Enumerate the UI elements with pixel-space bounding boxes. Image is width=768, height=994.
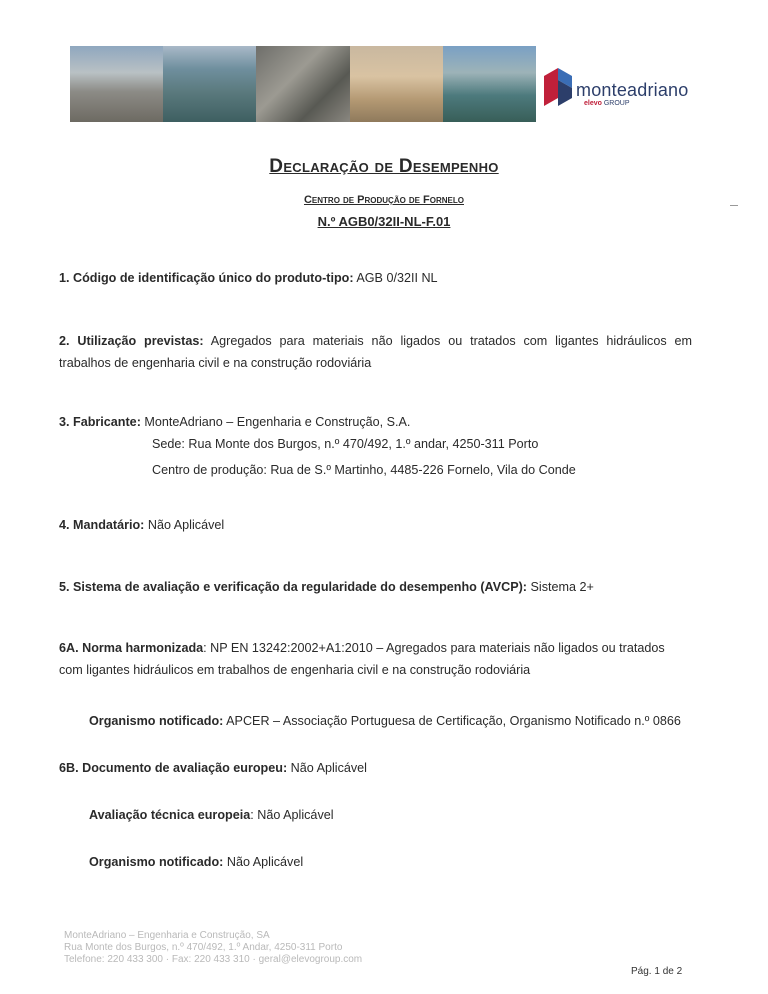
footer-contacts: Telefone: 220 433 300 · Fax: 220 433 310 · geral@elevogroup.com xyxy=(64,954,363,965)
logo-group-tag: elevo GROUP xyxy=(584,100,630,107)
production-center-title: Centro de Produção de Fornelo xyxy=(303,194,464,206)
section-6b-value: Não Aplicável xyxy=(290,761,367,775)
section-1-value: AGB 0/32II NL xyxy=(356,271,438,285)
section-6a-notified-body xyxy=(89,710,681,732)
section-5-value: Sistema 2+ xyxy=(530,580,594,594)
section-4 xyxy=(59,514,224,536)
section-4-value: Não Aplicável xyxy=(147,518,225,532)
sand-pile-photo xyxy=(350,46,443,122)
section-2-value-line-1: Agregados para materiais não ligados ou tratados com ligantes hidráulicos em xyxy=(210,334,693,348)
section-6a-value-line-2: com ligantes hidráulicos em trabalhos de engenharia civil e na construção rodoviária xyxy=(59,663,531,677)
section-6b-notified-body-value: Não Aplicável xyxy=(226,855,304,869)
quarry-lake-photo xyxy=(163,46,256,122)
section-6a-notified-body-label: Organismo notificado: xyxy=(89,714,224,728)
section-6a-notified-body-value: APCER – Associação Portuguesa de Certificação, Organismo Notificado n.º 0866 xyxy=(226,714,681,728)
footer-address: Rua Monte dos Burgos, n.º 470/492, 1.º Andar, 4250-311 Porto xyxy=(64,942,343,953)
section-3 xyxy=(59,411,410,433)
quarry-photo-1 xyxy=(70,46,163,122)
quarry-photo-2 xyxy=(443,46,536,122)
section-1 xyxy=(59,267,438,289)
manufacturer-headquarters: Sede: Rua Monte dos Burgos, n.º 470/492, 1.º andar, 4250-311 Porto xyxy=(152,437,539,451)
section-6b-technical-assessment xyxy=(89,804,334,826)
section-6b xyxy=(59,757,367,779)
footer-company-name: MonteAdriano – Engenharia e Construção, SA xyxy=(64,930,270,941)
page-number: Pág. 1 de 2 xyxy=(631,966,683,977)
section-2-value-line-2: trabalhos de engenharia civil e na construção rodoviária xyxy=(59,356,372,370)
header-photo-banner xyxy=(70,46,536,122)
manufacturer-production-center: Centro de produção: Rua de S.º Martinho, 4485-226 Fornelo, Vila do Conde xyxy=(152,463,576,477)
company-logo xyxy=(540,58,700,118)
section-5-label: 5. Sistema de avaliação e verificação da regularidade do desempenho (AVCP): xyxy=(59,580,528,594)
section-6b-technical-label: Avaliação técnica europeia xyxy=(89,808,251,822)
section-6b-label: 6B. Documento de avaliação europeu: xyxy=(59,761,288,775)
company-footer xyxy=(64,930,362,966)
section-6a-label: 6A. Norma harmonizada xyxy=(59,641,204,655)
section-4-label: 4. Mandatário: xyxy=(59,518,145,532)
section-2-label: 2. Utilização previstas: xyxy=(59,334,204,348)
section-6b-notified-body-label: Organismo notificado: xyxy=(89,855,224,869)
section-6a-line-1 xyxy=(59,637,665,659)
declaration-number: N.º AGB0/32II-NL-F.01 xyxy=(317,214,451,229)
conveyor-plant-photo xyxy=(256,46,349,122)
document-title: Declaração de Desempenho xyxy=(269,156,499,177)
logo-wordmark: monteadriano xyxy=(576,80,689,100)
section-3-label: 3. Fabricante: xyxy=(59,415,141,429)
section-6b-technical-value: : Não Aplicável xyxy=(250,808,334,822)
section-3-value: MonteAdriano – Engenharia e Construção, S.A. xyxy=(144,415,411,429)
section-6b-notified-body xyxy=(89,851,303,873)
section-2-line-1 xyxy=(59,330,692,352)
monteadriano-logo-icon xyxy=(540,58,576,114)
section-6a-value-line-1: : NP EN 13242:2002+A1:2010 – Agregados para materiais não ligados ou tratados xyxy=(203,641,665,655)
section-5 xyxy=(59,576,594,598)
section-1-label: 1. Código de identificação único do produto-tipo: xyxy=(59,271,354,285)
